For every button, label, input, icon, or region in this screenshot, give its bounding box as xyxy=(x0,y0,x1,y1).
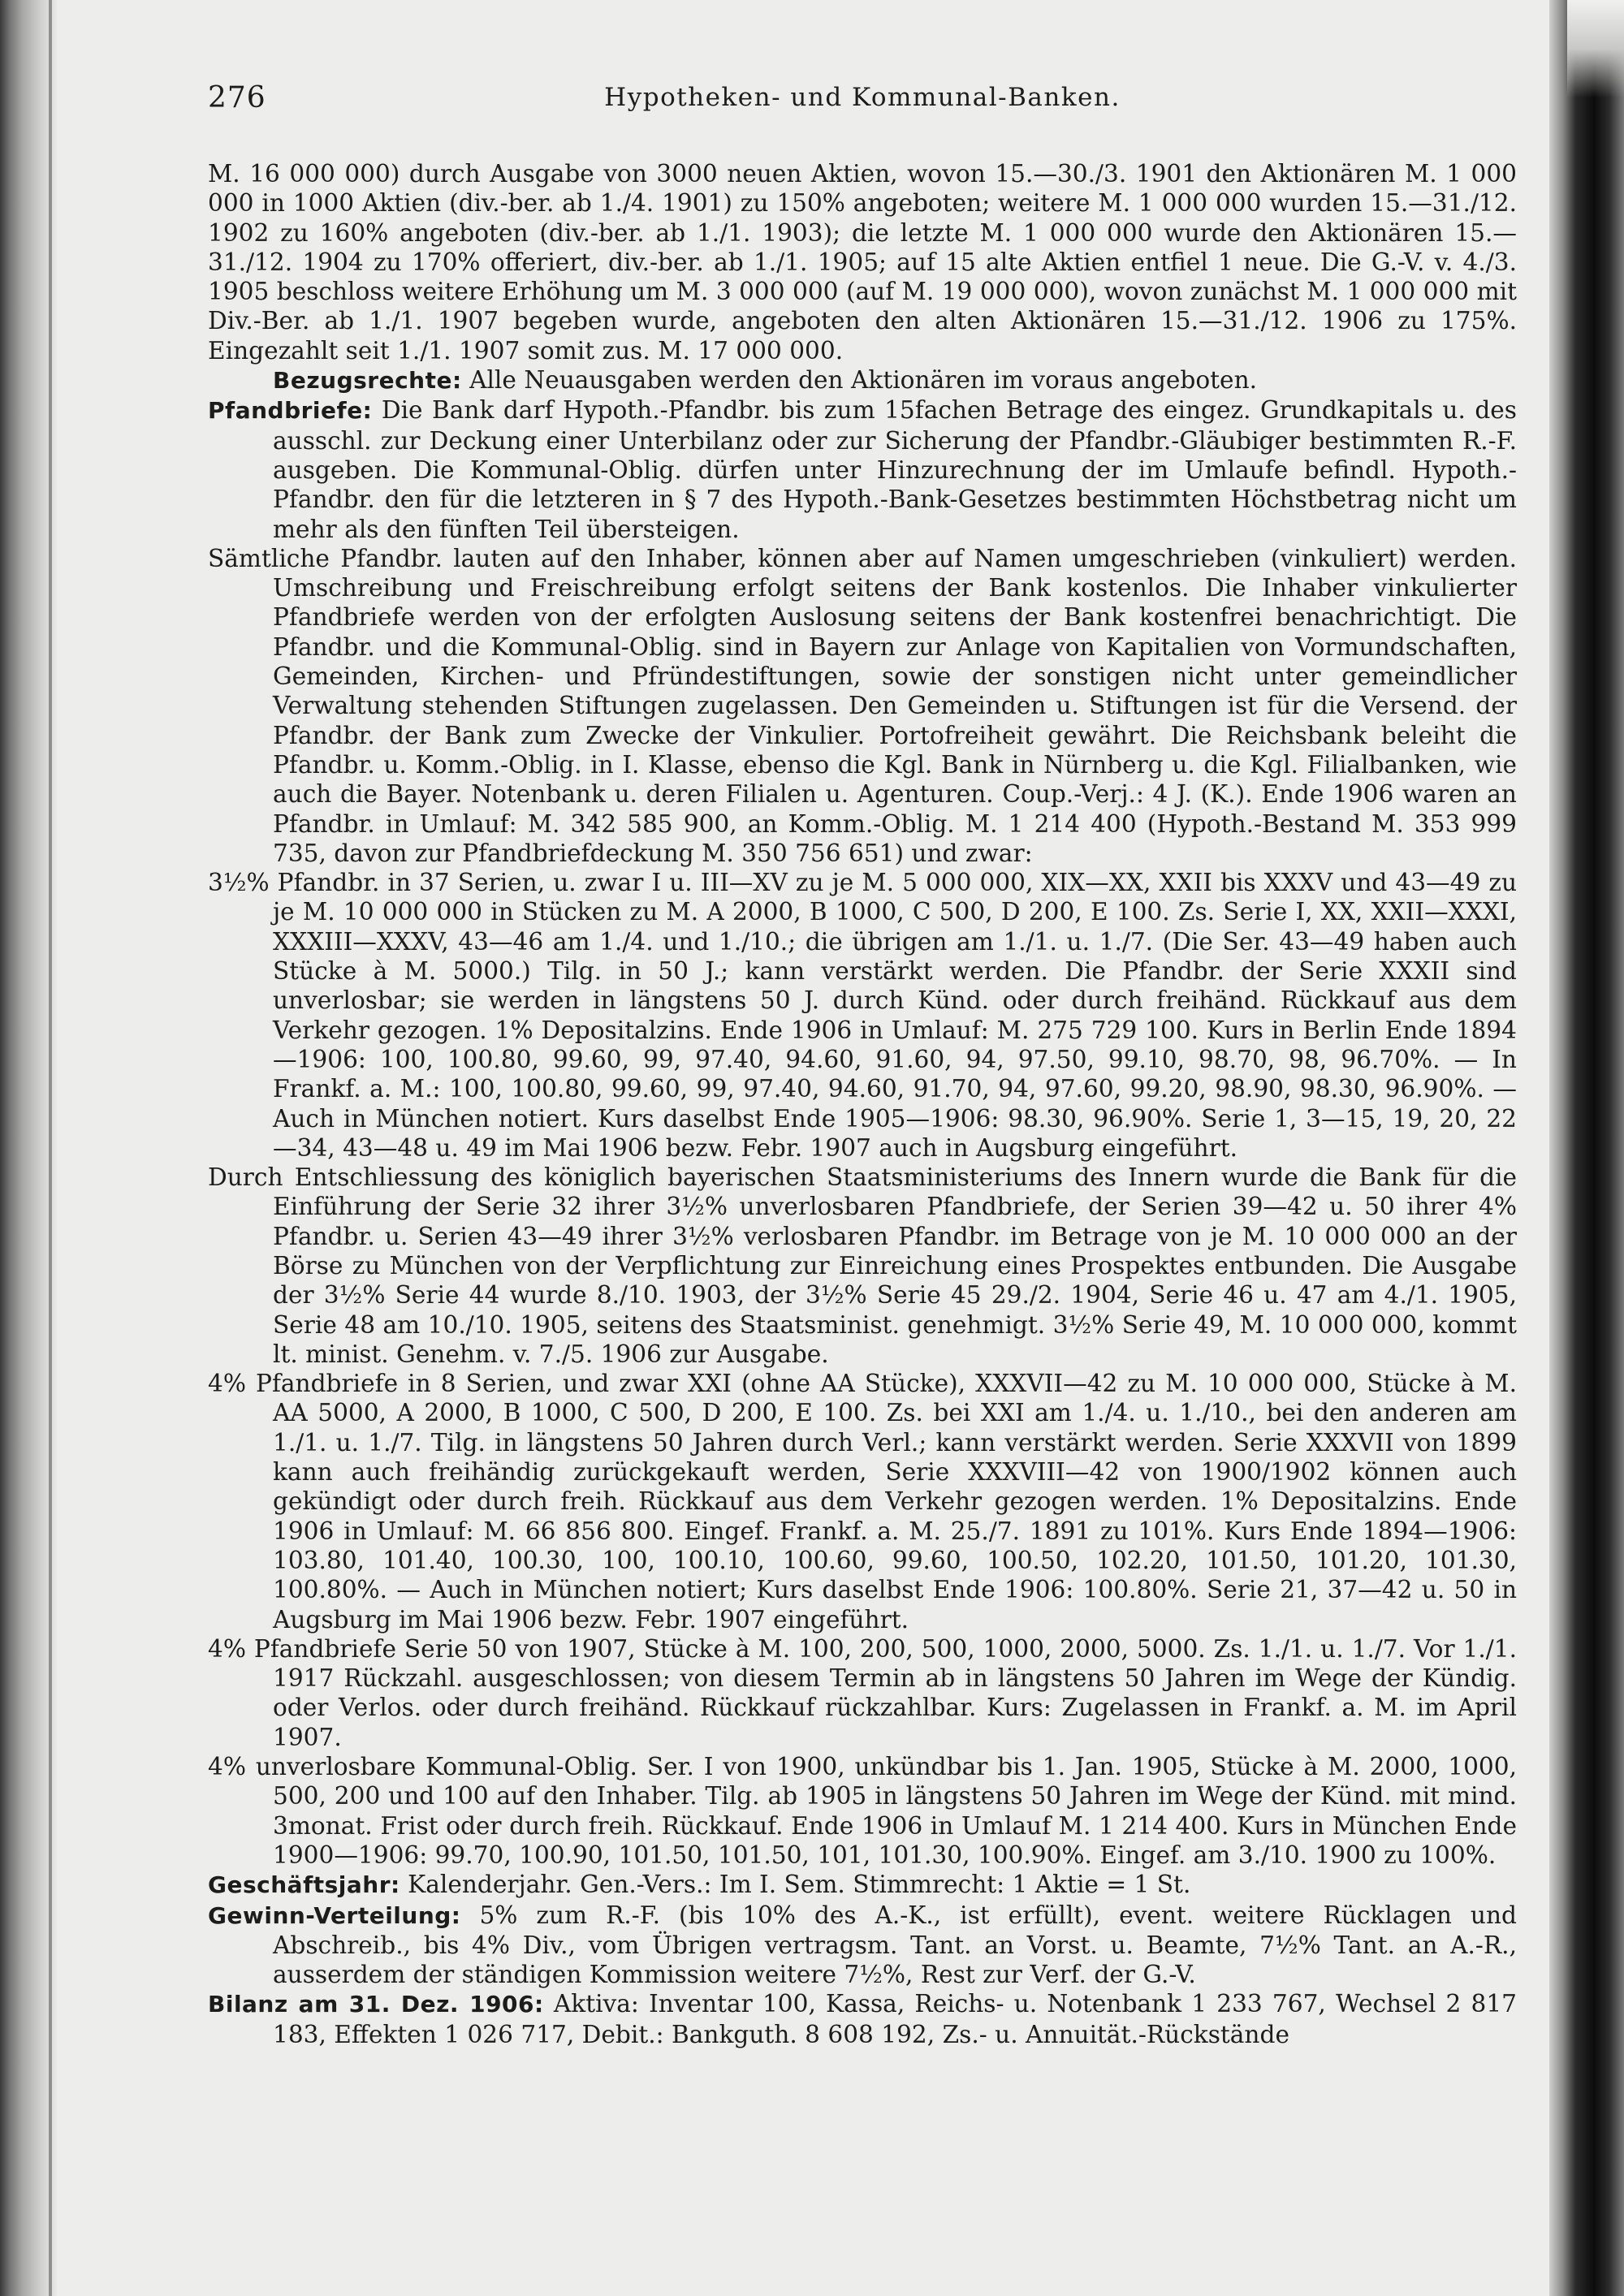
paragraph-text: 4% unverlosbare Kommunal-Oblig. Ser. I von 1900, unkündbar bis 1. Jan. 1905, Stücke à M. 2000, 1000, 500, 200 und 100 auf den Inhaber. Tilg. ab 1905 in längstens 50 Jahren im Wege der Künd. mit mind. 3monat. Frist oder durch freih. Rückkauf. Ende 1906 in Umlauf M. 1 214 400. Kurs in München Ende 1900—1906: 99.70, 100.90, 101.50, 101.50, 101, 101.30, 100.90%. Eingef. am 3./10. 1900 zu 100%. xyxy=(208,1753,1517,1869)
paragraph-gewinn-verteilung xyxy=(208,1901,1517,1990)
paragraph-text: Kalenderjahr. Gen.-Vers.: Im I. Sem. Stimmrecht: 1 Aktie = 1 St. xyxy=(400,1871,1191,1899)
paragraph-inhaber xyxy=(208,544,1517,868)
section-term: Geschäftsjahr: xyxy=(208,1871,400,1899)
section-term: Bezugsrechte: xyxy=(273,367,462,395)
paragraph-text: Durch Entschliessung des königlich bayerischen Staatsministeriums des Innern wurde die Bank für die Einführung der Serie 32 ihrer 3½% unverlosbaren Pfandbriefe, der Serien 39—42 u. 50 ihrer 4% Pfandbr. u. Serien 43—49 ihrer 3½% verlosbaren Pfandbr. im Betrage von je M. 10 000 000 an der Börse zu München von der Verpflichtung zur Einreichung eines Prospektes entbunden. Die Ausgabe der 3½% Serie 44 wurde 8./10. 1903, der 3½% Serie 45 29./2. 1904, Serie 46 u. 47 am 4./1. 1905, Serie 48 am 10./10. 1905, seitens des Staatsminist. genehmigt. 3½% Serie 49, M. 10 000 000, kommt lt. minist. Genehm. v. 7./5. 1906 zur Ausgabe. xyxy=(208,1163,1517,1368)
paragraph-bezugsrechte xyxy=(208,365,1517,395)
paragraph-text: Aktiva: Inventar 100, Kassa, Reichs- u. Notenbank 1 233 767, Wechsel 2 817 183, Effekten 1 026 717, Debit.: Bankguth. 8 608 192, Zs.- u. Annuität.-Rückstände xyxy=(273,1990,1517,2048)
paragraph-bilanz xyxy=(208,1989,1517,2049)
paragraph-pfandbriefe xyxy=(208,395,1517,543)
section-term: Pfandbriefe: xyxy=(208,397,373,425)
paragraph-3-5-pct-pfandbriefe xyxy=(208,868,1517,1163)
document-page xyxy=(208,81,1517,2049)
running-head: Hypotheken- und Kommunal-Banken. xyxy=(604,83,1121,112)
paragraph-text: 5% zum R.-F. (bis 10% des A.-K., ist erfüllt), event. weitere Rücklagen und Abschreib., bis 4% Div., vom Übrigen vertragsm. Tant. an Vorst. u. Beamte, 7½% Tant. an A.-R., ausserdem der ständigen Kommission weitere 7½%, Rest zur Verf. der G.-V. xyxy=(273,1901,1517,1989)
section-term: Bilanz am 31. Dez. 1906: xyxy=(208,1991,544,2018)
paragraph-4-pct-pfandbriefe xyxy=(208,1369,1517,1634)
paragraph-kommunal-oblig xyxy=(208,1752,1517,1870)
book-spine-shadow xyxy=(1549,0,1624,2296)
paragraph-text: Sämtliche Pfandbr. lauten auf den Inhaber, können aber auf Namen umgeschrieben (vinkuliert) werden. Umschreibung und Freischreibung erfolgt seitens der Bank kostenlos. Die Inhaber vinkulierter Pfandbriefe werden von der erfolgten Auslosung seitens der Bank kostenfrei benachrichtigt. Die Pfandbr. und die Kommunal-Oblig. sind in Bayern zur Anlage von Kapitalien von Vormundschaften, Gemeinden, Kirchen- und Pfründestiftungen, sowie der sonstigen nicht unter gemeindlicher Verwaltung stehenden Stiftungen zugelassen. Den Gemeinden u. Stiftungen ist für die Versend. der Pfandbr. der Bank zum Zwecke der Vinkulier. Portofreiheit gewährt. Die Reichsbank beleiht die Pfandbr. u. Komm.-Oblig. in I. Klasse, ebenso die Kgl. Bank in Nürnberg u. die Kgl. Filialbanken, wie auch die Bayer. Notenbank u. deren Filialen u. Agenturen. Coup.-Verj.: 4 J. (K.). Ende 1906 waren an Pfandbr. in Umlauf: M. 342 585 900, an Komm.-Oblig. M. 1 214 400 (Hypoth.-Bestand M. 353 999 735, davon zur Pfandbriefdeckung M. 350 756 651) und zwar: xyxy=(208,544,1517,867)
paragraph-geschaeftsjahr xyxy=(208,1870,1517,1900)
page-header xyxy=(208,81,1517,138)
paragraph-text: 3½% Pfandbr. in 37 Serien, u. zwar I u. III—XV zu je M. 5 000 000, XIX—XX, XXII bis XXXV und 43—49 zu je M. 10 000 000 in Stücken zu M. A 2000, B 1000, C 500, D 200, E 100. Zs. Serie I, XX, XXII—XXXI, XXXIII—XXXV, 43—46 am 1./4. und 1./10.; die übrigen am 1./1. u. 1./7. (Die Ser. 43—49 haben auch Stücke à M. 5000.) Tilg. in 50 J.; kann verstärkt werden. Die Pfandbr. der Serie XXXII sind unverlosbar; sie werden in längstens 50 J. durch Künd. oder durch freihänd. Rückkauf aus dem Verkehr gezogen. 1% Depositalzins. Ende 1906 in Umlauf: M. 275 729 100. Kurs in Berlin Ende 1894—1906: 100, 100.80, 99.60, 99, 97.40, 94.60, 91.60, 94, 97.50, 99.10, 98.70, 98, 96.70%. — In Frankf. a. M.: 100, 100.80, 99.60, 99, 97.40, 94.60, 91.70, 94, 97.60, 99.20, 98.90, 98.30, 96.90%. — Auch in München notiert. Kurs daselbst Ende 1905—1906: 98.30, 96.90%. Serie 1, 3—15, 19, 20, 22—34, 43—48 u. 49 im Mai 1906 bezw. Febr. 1907 auch in Augsburg eingeführt. xyxy=(208,869,1517,1162)
section-term: Gewinn-Verteilung: xyxy=(208,1901,461,1929)
left-edge-shadow xyxy=(49,0,52,2296)
paragraph-capital-increase xyxy=(208,159,1517,365)
body-text xyxy=(208,159,1517,2049)
spine-highlight xyxy=(1567,0,1624,97)
page-number: 276 xyxy=(208,81,266,114)
paragraph-text: Die Bank darf Hypoth.-Pfandbr. bis zum 15fachen Betrage des eingez. Grundkapitals u. des ausschl. zur Deckung einer Unterbilanz oder zur Sicherung der Pfandbr.-Gläubiger bestimmten R.-F. ausgeben. Die Kommunal-Oblig. dürfen unter Hinzurechnung der im Umlaufe befindl. Hypoth.-Pfandbr. den für die letzteren in § 7 des Hypoth.-Bank-Gesetzes bestimmten Höchstbetrag nicht um mehr als den fünften Teil übersteigen. xyxy=(273,396,1517,543)
paragraph-text: M. 16 000 000) durch Ausgabe von 3000 neuen Aktien, wovon 15.—30./3. 1901 den Aktionären M. 1 000 000 in 1000 Aktien (div.-ber. ab 1./4. 1901) zu 150% angeboten; weitere M. 1 000 000 wurden 15.—31./12. 1902 zu 160% angeboten (div.-ber. ab 1./1. 1903); die letzte M. 1 000 000 wurde den Aktionären 15.—31./12. 1904 zu 170% offeriert, div.-ber. ab 1./1. 1905; auf 15 alte Aktien entfiel 1 neue. Die G.-V. v. 4./3. 1905 beschloss weitere Erhöhung um M. 3 000 000 (auf M. 19 000 000), wovon zunächst M. 1 000 000 mit Div.-Ber. ab 1./1. 1907 begeben wurde, angeboten den alten Aktionären 15.—31./12. 1906 zu 175%. Eingezahlt seit 1./1. 1907 somit zus. M. 17 000 000. xyxy=(208,160,1517,365)
paragraph-text: 4% Pfandbriefe in 8 Serien, und zwar XXI (ohne AA Stücke), XXXVII—42 zu M. 10 000 000, Stücke à M. AA 5000, A 2000, B 1000, C 500, D 200, E 100. Zs. bei XXI am 1./4. u. 1./10., bei den anderen am 1./1. u. 1./7. Tilg. in längstens 50 Jahren durch Verl.; kann verstärkt werden. Serie XXXVII von 1899 kann auch freihändig zurückgekauft werden, Serie XXXVIII—42 von 1900/1902 können auch gekündigt oder durch freih. Rückkauf aus dem Verkehr gezogen werden. 1% Depositalzins. Ende 1906 in Umlauf: M. 66 856 800. Eingef. Frankf. a. M. 25./7. 1891 zu 101%. Kurs Ende 1894—1906: 103.80, 101.40, 100.30, 100, 100.10, 100.60, 99.60, 100.50, 102.20, 101.50, 101.20, 101.30, 100.80%. — Auch in München notiert; Kurs daselbst Ende 1906: 100.80%. Serie 21, 37—42 u. 50 in Augsburg im Mai 1906 bezw. Febr. 1907 eingeführt. xyxy=(208,1370,1517,1634)
paragraph-text: Alle Neuausgaben werden den Aktionären im voraus angeboten. xyxy=(461,366,1258,395)
paragraph-serie-50 xyxy=(208,1634,1517,1752)
paragraph-entschliessung xyxy=(208,1163,1517,1369)
paragraph-text: 4% Pfandbriefe Serie 50 von 1907, Stücke à M. 100, 200, 500, 1000, 2000, 5000. Zs. 1./1. u. 1./7. Vor 1./1. 1917 Rückzahl. ausgeschlossen; von diesem Termin ab in längstens 50 Jahren im Wege der Kündig. oder Verlos. oder durch freihänd. Rückkauf rückzahlbar. Kurs: Zugelassen in Frankf. a. M. im April 1907. xyxy=(208,1634,1517,1751)
